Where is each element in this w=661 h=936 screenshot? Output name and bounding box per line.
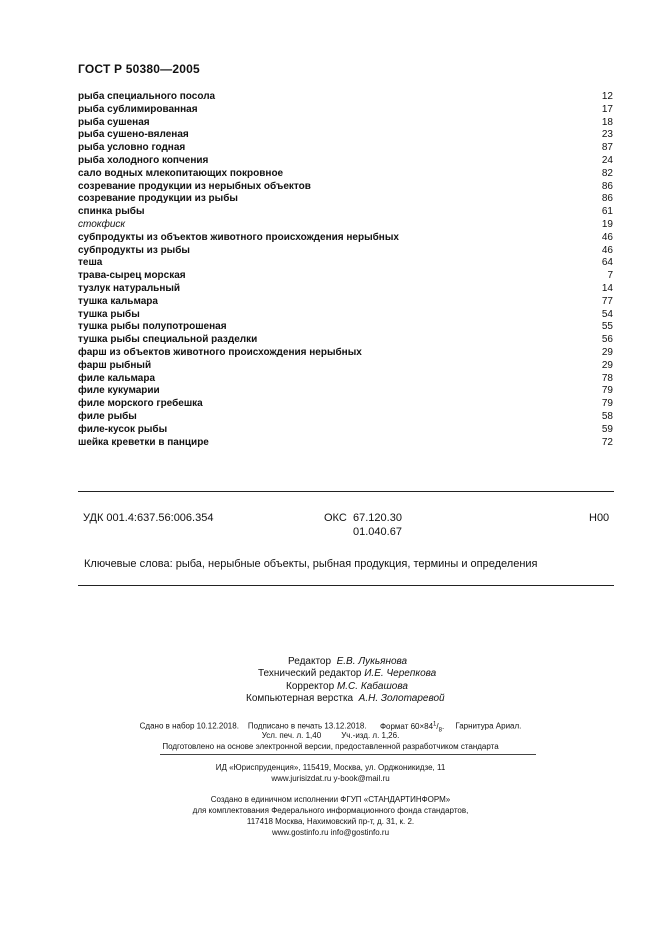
index-entry (78, 424, 613, 437)
index-page-number: 59 (601, 423, 613, 435)
format-denominator: 8 (438, 727, 442, 734)
index-page-number: 19 (601, 218, 613, 230)
index-entry (78, 385, 613, 398)
index-entry (78, 155, 613, 168)
index-entry (78, 321, 613, 334)
typeface: Гарнитура Ариал. (455, 721, 522, 731)
index-entry (78, 168, 613, 181)
index-entry (78, 181, 613, 194)
divider-top (78, 491, 614, 492)
index-entry (78, 334, 613, 347)
index-term: рыба сушено-вяленая (78, 129, 189, 141)
index-page-number: 79 (601, 385, 613, 397)
index-entry (78, 91, 613, 104)
index-page-number: 7 (607, 270, 613, 282)
index-term: субпродукты из рыбы (78, 244, 190, 256)
index-page-number: 54 (601, 308, 613, 320)
index-term: созревание продукции из нерыбных объектов (78, 180, 311, 192)
index-term: субпродукты из объектов животного происхождения нерыбных (78, 231, 399, 243)
index-term: филе рыбы (78, 410, 137, 422)
index-term: спинка рыбы (78, 206, 145, 218)
index-entry (78, 270, 613, 283)
index-page-number: 12 (601, 91, 613, 102)
corrector-role: Корректор (286, 681, 335, 692)
index-term: созревание продукции из рыбы (78, 193, 238, 205)
publisher-line-4: для комплектования Федерального информационного фонда стандартов, (192, 806, 469, 815)
index-term: филе кальмара (78, 372, 156, 384)
tech-editor-role: Технический редактор (258, 668, 362, 679)
index-page-number: 72 (601, 436, 613, 448)
layout-line (246, 693, 445, 705)
index-entry (78, 104, 613, 117)
oks-code-1: 67.120.30 (353, 512, 402, 524)
index-entry (78, 129, 613, 142)
editor-role: Редактор (288, 656, 332, 667)
layout-role: Компьютерная верстка (246, 693, 354, 704)
publisher-divider (160, 754, 536, 755)
oks-code-2: 01.040.67 (353, 526, 402, 538)
index-term: рыба условно годная (78, 142, 186, 154)
publisher-line-3: Создано в единичном исполнении ФГУП «СТАНДАРТИНФОРМ» (210, 795, 451, 804)
index-term: рыба сублимированная (78, 103, 198, 115)
tech-editor-line (258, 668, 436, 680)
index-page-number: 46 (601, 244, 613, 256)
index-entry (78, 347, 613, 360)
index-term: трава-сырец морская (78, 270, 186, 282)
index-term: стокфиск (78, 218, 126, 230)
index-term: тушка кальмара (78, 295, 158, 307)
index-entry (78, 411, 613, 424)
print-info-line-2 (0, 730, 661, 741)
index-term: фарш из объектов животного происхождения нерыбных (78, 346, 362, 358)
oks-label: ОКС (324, 512, 347, 524)
publisher-line-2: www.jurisizdat.ru y-book@mail.ru (271, 774, 390, 783)
prepared-note: Подготовлено на основе электронной версии, предоставленной разработчиком стандарта (162, 742, 499, 751)
submitted-date: Сдано в набор 10.12.2018. (139, 721, 239, 731)
index-page-number: 29 (601, 359, 613, 371)
index-page-number: 46 (601, 231, 613, 243)
index-entry (78, 206, 613, 219)
index-term: тузлук натуральный (78, 282, 181, 294)
format: Формат $60\times 84^1/_8$. (379, 721, 445, 734)
editor-name: Е.В. Лукьянова (336, 656, 408, 667)
format-numerator: 1 (433, 721, 437, 727)
index-term: сало водных млекопитающих покровное (78, 167, 284, 179)
index-entry (78, 296, 613, 309)
index-page-number: 23 (601, 129, 613, 141)
index-page-number: 82 (601, 167, 613, 179)
index-entry (78, 257, 613, 270)
index-term: тушка рыбы специальной разделки (78, 334, 258, 346)
layout-name: А.Н. Золотаревой (358, 693, 445, 704)
corrector-line (286, 681, 408, 693)
index-page-number: 86 (601, 193, 613, 205)
index-term: рыба сушеная (78, 116, 150, 128)
index-term: теша (78, 257, 103, 269)
udk-code: УДК 001.4:637.56:006.354 (83, 512, 214, 524)
index-entry (78, 283, 613, 296)
publisher-line-5: 117418 Москва, Нахимовский пр-т, д. 31, к. 2. (246, 817, 415, 826)
index-page-number: 64 (601, 257, 613, 269)
signed-date: Подписано в печать 13.12.2018. (247, 721, 367, 731)
corrector-name: М.С. Кабашова (336, 681, 408, 692)
index-page-number: 79 (601, 398, 613, 410)
classification-code: Н00 (589, 512, 610, 524)
editor-line (288, 656, 407, 668)
index-term: филе кукумарии (78, 385, 160, 397)
index-term: рыба холодного копчения (78, 154, 209, 166)
divider-bottom (78, 585, 614, 586)
index-term: шейка креветки в панцире (78, 436, 209, 448)
index-entry (78, 309, 613, 322)
index-page-number: 58 (601, 410, 613, 422)
index-entry (78, 232, 613, 245)
index-page-number: 86 (601, 180, 613, 192)
index-term: филе-кусок рыбы (78, 423, 168, 435)
index-page-number: 56 (601, 334, 613, 346)
index-term: тушка рыбы полупотрошеная (78, 321, 227, 333)
tech-editor-name: И.Е. Черепкова (364, 668, 437, 679)
publisher-line-1: ИД «Юриспруденция», 115419, Москва, ул. Орджоникидзе, 11 (215, 763, 446, 772)
index-page-number: 77 (601, 295, 613, 307)
index-page-number: 61 (601, 206, 613, 218)
index-entry (78, 219, 613, 232)
index-entry (78, 360, 613, 373)
index-page-number: 78 (601, 372, 613, 384)
format-prefix: Формат 60×84 (379, 721, 434, 731)
index-page-number: 17 (601, 103, 613, 115)
publisher-sheets: Уч.-изд. л. 1,26. (341, 731, 400, 740)
index-entry (78, 245, 613, 258)
index-page-number: 87 (601, 142, 613, 154)
index-page-number: 29 (601, 346, 613, 358)
index-term: рыба специального посола (78, 91, 216, 102)
index-page-number: 18 (601, 116, 613, 128)
index-entry (78, 193, 613, 206)
index-entry (78, 373, 613, 386)
index-entry (78, 398, 613, 411)
index-term: фарш рыбный (78, 359, 152, 371)
term-index (78, 91, 613, 449)
index-page-number: 14 (601, 282, 613, 294)
keywords-line: Ключевые слова: рыба, нерыбные объекты, рыбная продукция, термины и определения (84, 558, 538, 570)
print-sheets: Усл. печ. л. 1,40 (261, 731, 322, 740)
index-entry (78, 117, 613, 130)
index-page-number: 55 (601, 321, 613, 333)
index-entry (78, 142, 613, 155)
index-entry (78, 437, 613, 450)
index-term: филе морского гребешка (78, 398, 203, 410)
page-header-title: ГОСТ Р 50380—2005 (78, 62, 200, 76)
index-term: тушка рыбы (78, 308, 140, 320)
index-page-number: 24 (601, 154, 613, 166)
publisher-line-6: www.gostinfo.ru info@gostinfo.ru (271, 828, 390, 837)
